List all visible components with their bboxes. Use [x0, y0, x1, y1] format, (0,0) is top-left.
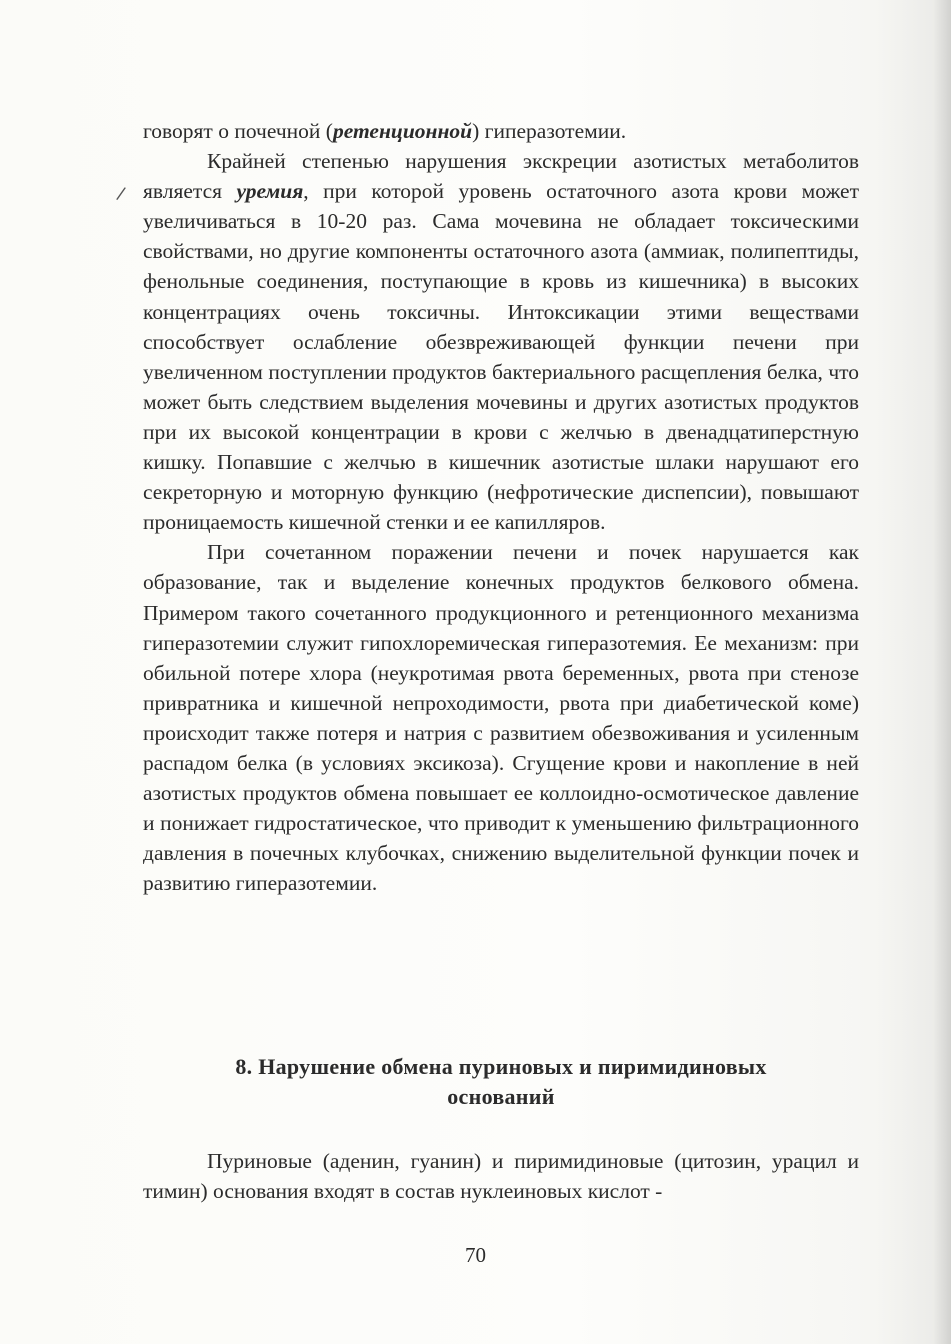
paragraph-retention: говорят о почечной (ретенционной) гиперазотемии.	[143, 119, 627, 143]
section-heading	[143, 1052, 859, 1112]
section-heading-line-2: оснований	[447, 1084, 555, 1109]
body-text-top	[143, 116, 859, 898]
page-number: 70	[465, 1243, 486, 1267]
paragraph-uremia: Крайней степенью нарушения экскреции азотистых метаболитов является уремия, при которой уровень остаточного азота крови может увеличиваться в 10-20 раз. Сама мочевина не обладает токсическими свойствами, но другие компоненты остаточного азота (аммиак, полипептиды, фенольные соединения, поступающие в кровь из кишечника) в высоких концентрациях очень токсичны. Интоксикации этими веществами способствует ослабление обезвреживающей функции печени при увеличенном поступлении продуктов бактериального расщепления белка, что может быть следствием выделения мочевины и других азотистых продуктов при их высокой концентрации в крови с желчью в двенадцатиперстную кишку. Попавшие с желчью в кишечник азотистые шлаки нарушают его секреторную и моторную функцию (нефротические диспепсии), повышают проницаемость кишечной стенки и ее капилляров.	[143, 149, 859, 535]
paragraph-hypochloremic: При сочетанном поражении печени и почек нарушается как образование, так и выделение конечных продуктов белкового обмена. Примером такого сочетанного продукционного и ретенционного механизма гиперазотемии служит гипохлоремическая гиперазотемия. Ее механизм: при обильной потере хлора (неукротимая рвота беременных, рвота при стенозе привратника и кишечной непроходимости, рвота при диабетической коме) происходит также потеря и натрия с развитием обезвоживания и усиленным распадом белка (в условиях эксикоза). Сгущение крови и накопление в ней азотистых продуктов обмена повышает ее коллоидно-осмотическое давление и понижает гидростатическое, что приводит к уменьшению фильтрационного давления в почечных клубочках, снижению выделительной функции почек и развитию гиперазотемии.	[143, 540, 859, 896]
page-edge-shadow	[933, 0, 951, 1344]
section-heading-line-1: 8. Нарушение обмена пуриновых и пиримидиновых	[235, 1054, 767, 1079]
margin-pencil-mark: /	[115, 183, 127, 205]
term-retention: ретенционной	[332, 119, 473, 143]
body-text-section	[143, 1146, 859, 1206]
term-uremia: уремия	[236, 179, 304, 204]
paragraph-purine-intro: Пуриновые (аденин, гуанин) и пиримидиновые (цитозин, урацил и тимин) основания входят в состав нуклеиновых кислот -	[143, 1149, 859, 1204]
